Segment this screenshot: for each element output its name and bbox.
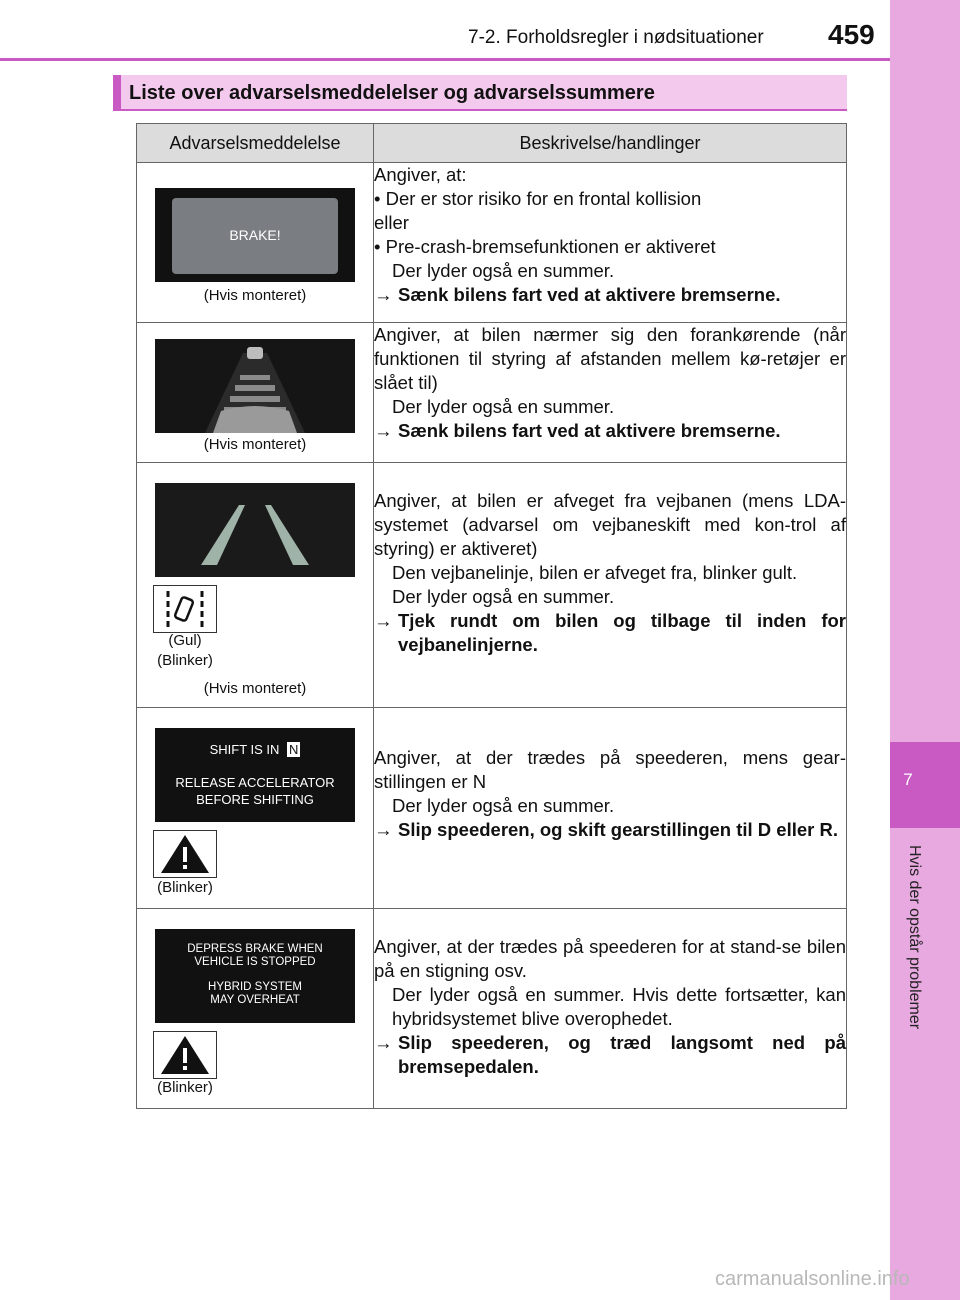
description-text: Der lyder også en summer. (392, 396, 615, 417)
description-text: Angiver, at bilen nærmer sig den forankørende (når funktionen til styring af afstanden mellem kø-retøjer er slået til) (374, 324, 846, 393)
column-header-message: Advarselsmeddelelse (137, 124, 374, 163)
description-text: Angiver, at bilen er afveget fra vejbanen (mens LDA-systemet (advarsel om vejbaneskift med kon-trol af styring) er aktiveret) (374, 490, 846, 559)
description-text: Der lyder også en summer. (392, 586, 615, 607)
arrow-icon: → (374, 819, 393, 840)
table-row (137, 708, 847, 909)
description-bullet: • Der er stor risiko for en frontal kollision (374, 188, 702, 209)
description-text: Angiver, at: (374, 164, 467, 185)
table-row (137, 909, 847, 1109)
section-heading (113, 75, 847, 111)
hybrid-warning-display (155, 929, 355, 1023)
description-text: Der lyder også en summer. Hvis dette fortsætter, kan hybridsystemet blive overophedet. (392, 984, 846, 1029)
fitment-caption: (Hvis monteret) (203, 680, 307, 697)
description-text: Der lyder også en summer. (392, 260, 615, 281)
table-header-row (137, 124, 847, 163)
warning-description (374, 708, 847, 909)
warning-description (374, 323, 847, 463)
warning-image-cell (137, 909, 374, 1109)
distance-warning-display (155, 339, 355, 433)
fitment-caption: (Hvis monteret) (203, 287, 307, 304)
shift-display-line: SHIFT IS IN (209, 742, 280, 757)
brake-display-text: BRAKE! (229, 227, 281, 243)
watermark: carmanualsonline.info (715, 1268, 910, 1290)
icon-state-caption: (Blinker) (157, 879, 213, 896)
warning-description (374, 163, 847, 323)
page-number: 459 (828, 19, 875, 50)
arrow-icon: → (374, 420, 393, 441)
arrow-icon: → (374, 284, 393, 305)
chapter-label: Hvis der opstår problemer (906, 845, 923, 1030)
gear-indicator: N (289, 742, 299, 757)
description-text: Angiver, at der trædes på speederen for at stand-se bilen på en stigning osv. (374, 936, 846, 981)
action-instruction: → Tjek rundt om bilen og tilbage til inden for vejbanelinjerne. (374, 610, 846, 655)
shift-display-line: RELEASE ACCELERATOR (175, 775, 335, 790)
icon-state-caption: (Blinker) (157, 1079, 213, 1096)
lane-departure-display (155, 483, 355, 577)
table-row (137, 163, 847, 323)
shift-display-line: BEFORE SHIFTING (196, 792, 314, 807)
brake-display (155, 188, 355, 282)
hybrid-display-line: VEHICLE IS STOPPED (194, 956, 316, 968)
warning-image-cell (137, 463, 374, 708)
action-instruction: → Slip speederen, og skift gearstillingen til D eller R. (374, 819, 838, 840)
description-text: Den vejbanelinje, bilen er afveget fra, blinker gult. (392, 562, 798, 583)
hybrid-display-line: DEPRESS BRAKE WHEN (187, 943, 323, 955)
action-instruction: → Sænk bilens fart ved at aktivere bremserne. (374, 284, 781, 305)
column-header-description: Beskrivelse/handlinger (374, 124, 847, 163)
chapter-sidebar (890, 0, 960, 1300)
table-row (137, 323, 847, 463)
warning-description (374, 463, 847, 708)
warning-description (374, 909, 847, 1109)
description-text: Der lyder også en summer. (392, 795, 615, 816)
icon-color-caption: (Gul) (168, 632, 202, 649)
arrow-icon: → (374, 610, 393, 631)
icon-state-caption: (Blinker) (157, 652, 213, 669)
chapter-number: 7 (903, 770, 913, 789)
description-text: eller (374, 212, 409, 233)
arrow-icon: → (374, 1032, 393, 1053)
section-accent (113, 75, 121, 111)
action-instruction: → Sænk bilens fart ved at aktivere bremserne. (374, 420, 781, 441)
fitment-caption: (Hvis monteret) (203, 436, 307, 453)
header-divider (0, 58, 890, 61)
warning-table (136, 123, 847, 1109)
page-section-title: 7-2. Forholdsregler i nødsituationer (468, 27, 764, 48)
description-bullet: • Pre-crash-bremsefunktionen er aktiveret (374, 236, 716, 257)
hybrid-display-line: HYBRID SYSTEM (208, 981, 302, 993)
section-underline (113, 109, 847, 111)
section-title: Liste over advarselsmeddelelser og advarselssummere (129, 82, 655, 104)
warning-triangle-icon (153, 830, 217, 878)
lane-departure-icon (153, 585, 217, 633)
hybrid-display-line: MAY OVERHEAT (210, 994, 300, 1006)
warning-image-cell (137, 708, 374, 909)
shift-warning-display (155, 728, 355, 822)
warning-image-cell (137, 323, 374, 463)
warning-triangle-icon (153, 1031, 217, 1079)
table-row (137, 463, 847, 708)
warning-image-cell (137, 163, 374, 323)
description-text: Angiver, at der trædes på speederen, mens gear-stillingen er N (374, 747, 846, 792)
action-instruction: → Slip speederen, og træd langsomt ned på bremsepedalen. (374, 1032, 846, 1077)
